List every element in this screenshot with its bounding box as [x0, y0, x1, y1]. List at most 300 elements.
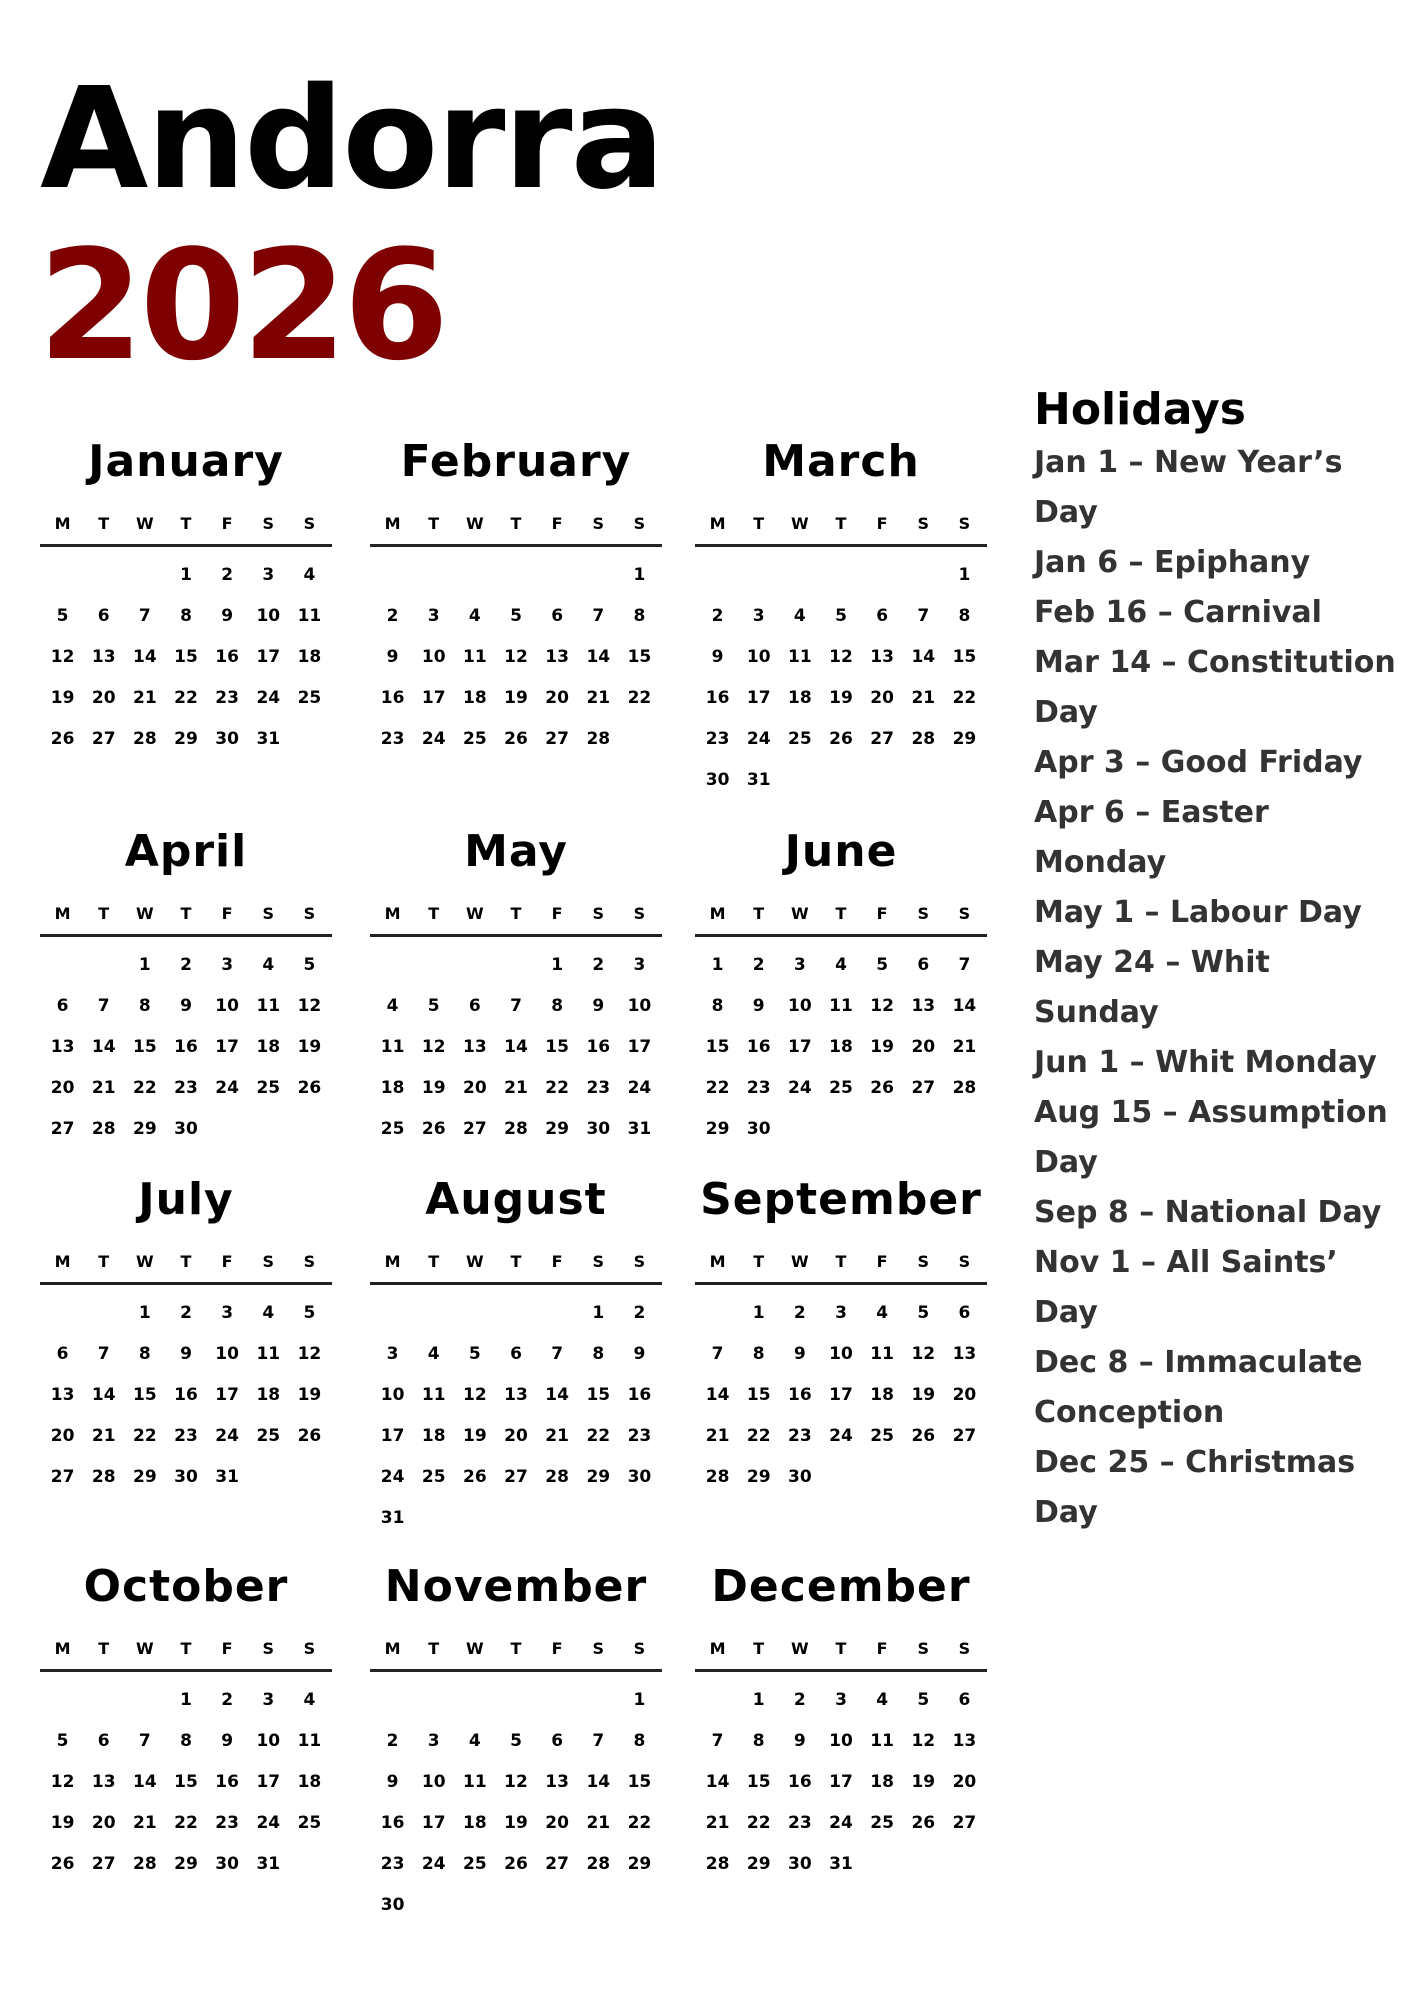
day-cell: 15: [133, 1037, 157, 1057]
day-cell: 20: [911, 1037, 936, 1057]
day-cell: 2: [386, 1731, 399, 1751]
day-grid: [370, 945, 662, 1150]
day-cell: 8: [711, 996, 724, 1016]
month-september: [695, 1174, 987, 1498]
day-cell: 13: [504, 1385, 528, 1405]
header-divider: [370, 1669, 662, 1672]
day-cell: 18: [297, 647, 322, 667]
weekday-label: M: [54, 904, 71, 923]
month-name: June: [784, 826, 898, 877]
day-cell: 2: [752, 955, 765, 975]
day-cell: 9: [793, 1731, 806, 1751]
day-cell: 27: [463, 1119, 487, 1139]
day-cell: 16: [380, 1813, 405, 1833]
day-cell: 27: [911, 1078, 936, 1098]
day-cell: 28: [911, 729, 936, 749]
day-cell: 16: [174, 1037, 198, 1057]
day-cell: 12: [463, 1385, 487, 1405]
day-cell: 18: [788, 688, 812, 708]
day-cell: 21: [133, 1813, 157, 1833]
day-cell: 19: [911, 1772, 936, 1792]
day-cell: 20: [545, 1813, 569, 1833]
day-cell: 13: [911, 996, 936, 1016]
day-cell: 12: [297, 1344, 322, 1364]
day-cell: 3: [835, 1690, 847, 1710]
month-name: March: [762, 436, 920, 487]
day-cell: 13: [545, 647, 569, 667]
day-cell: 10: [788, 996, 812, 1016]
month-name: April: [124, 826, 248, 877]
weekday-label: M: [709, 904, 726, 923]
day-cell: 27: [91, 1854, 116, 1874]
day-cell: 1: [633, 1690, 646, 1710]
weekday-label: S: [303, 904, 316, 923]
day-cell: 4: [427, 1344, 440, 1364]
day-cell: 6: [917, 955, 930, 975]
day-cell: 30: [380, 1895, 405, 1915]
weekday-label: W: [136, 1252, 154, 1271]
weekday-label: S: [262, 514, 275, 533]
day-cell: 22: [746, 1813, 771, 1833]
day-cell: 15: [705, 1037, 730, 1057]
day-cell: 26: [50, 1854, 75, 1874]
day-cell: 24: [380, 1467, 405, 1487]
month-name: May: [464, 826, 568, 877]
empty-cell: [697, 555, 738, 596]
holiday-item: Aug 15 – Assumption Day: [1034, 1095, 1388, 1180]
day-grid: [695, 1293, 987, 1498]
weekday-label: W: [466, 1639, 484, 1658]
day-cell: 10: [215, 996, 239, 1016]
day-cell: 5: [876, 955, 889, 975]
holiday-item: Dec 8 – Immaculate Conception: [1034, 1345, 1363, 1430]
day-cell: 10: [421, 1772, 446, 1792]
day-cell: 23: [705, 729, 730, 749]
day-cell: 18: [829, 1037, 853, 1057]
day-cell: 19: [504, 1813, 528, 1833]
empty-cell: [578, 1680, 619, 1721]
month-name: July: [138, 1174, 234, 1225]
empty-cell: [697, 1680, 738, 1721]
day-cell: 20: [91, 1813, 116, 1833]
day-cell: 19: [50, 1813, 75, 1833]
empty-cell: [83, 1293, 124, 1334]
day-cell: 24: [746, 729, 771, 749]
weekday-label: F: [551, 1252, 563, 1271]
day-cell: 14: [91, 1037, 116, 1057]
holidays-title: Holidays: [1034, 384, 1246, 435]
day-cell: 4: [876, 1690, 889, 1710]
day-cell: 15: [746, 1772, 771, 1792]
day-cell: 10: [829, 1344, 853, 1364]
month-name: November: [384, 1561, 648, 1612]
weekday-label: S: [633, 1639, 646, 1658]
day-grid: [370, 1293, 662, 1539]
day-cell: 28: [952, 1078, 977, 1098]
day-cell: 22: [705, 1078, 730, 1098]
weekday-label: M: [384, 1639, 401, 1658]
day-cell: 21: [133, 688, 157, 708]
day-cell: 28: [133, 729, 157, 749]
header-divider: [370, 934, 662, 937]
empty-cell: [42, 1680, 83, 1721]
day-cell: 14: [952, 996, 977, 1016]
day-cell: 26: [911, 1426, 936, 1446]
day-cell: 27: [50, 1467, 75, 1487]
header-divider: [40, 544, 332, 547]
weekday-label: W: [791, 904, 809, 923]
day-cell: 29: [133, 1467, 157, 1487]
day-cell: 14: [133, 1772, 157, 1792]
weekday-label: T: [510, 514, 522, 533]
weekday-label: M: [384, 1252, 401, 1271]
day-cell: 6: [876, 606, 889, 626]
day-cell: 14: [504, 1037, 528, 1057]
day-cell: 18: [870, 1772, 894, 1792]
day-cell: 24: [421, 729, 446, 749]
day-cell: 7: [592, 1731, 605, 1751]
day-cell: 9: [221, 1731, 234, 1751]
day-cell: 17: [421, 688, 446, 708]
empty-cell: [372, 1293, 413, 1334]
day-cell: 29: [545, 1119, 569, 1139]
empty-cell: [83, 945, 124, 986]
day-cell: 23: [586, 1078, 611, 1098]
weekday-label: F: [551, 904, 563, 923]
day-cell: 20: [952, 1772, 977, 1792]
day-cell: 16: [586, 1037, 611, 1057]
day-cell: 31: [627, 1119, 652, 1139]
weekday-label: S: [303, 514, 316, 533]
day-grid: [695, 945, 987, 1150]
day-cell: 30: [215, 729, 239, 749]
day-grid: [370, 555, 662, 760]
day-cell: 10: [829, 1731, 853, 1751]
day-cell: 25: [297, 688, 322, 708]
day-cell: 12: [829, 647, 853, 667]
day-cell: 22: [545, 1078, 569, 1098]
day-cell: 25: [256, 1426, 281, 1446]
weekday-label: M: [54, 514, 71, 533]
day-cell: 26: [870, 1078, 894, 1098]
day-cell: 5: [56, 606, 69, 626]
day-cell: 25: [788, 729, 812, 749]
day-cell: 26: [504, 729, 528, 749]
day-cell: 11: [829, 996, 853, 1016]
day-cell: 15: [545, 1037, 569, 1057]
day-cell: 25: [256, 1078, 281, 1098]
day-cell: 1: [958, 565, 971, 585]
day-cell: 28: [91, 1119, 116, 1139]
day-cell: 18: [256, 1037, 281, 1057]
day-cell: 16: [380, 688, 405, 708]
day-cell: 7: [958, 955, 971, 975]
day-grid: [695, 1680, 987, 1885]
day-cell: 15: [586, 1385, 611, 1405]
day-cell: 11: [256, 996, 281, 1016]
month-february: [370, 436, 662, 760]
day-cell: 15: [174, 1772, 198, 1792]
day-cell: 28: [504, 1119, 528, 1139]
holiday-item: Jan 6 – Epiphany: [1034, 545, 1311, 580]
weekday-label: T: [835, 514, 847, 533]
day-cell: 4: [468, 606, 481, 626]
day-cell: 4: [262, 1303, 275, 1323]
weekday-label: T: [835, 1252, 847, 1271]
day-cell: 21: [586, 688, 611, 708]
weekday-label: S: [958, 1639, 971, 1658]
weekday-label: S: [958, 514, 971, 533]
empty-cell: [413, 555, 454, 596]
day-cell: 1: [138, 1303, 151, 1323]
day-cell: 30: [586, 1119, 611, 1139]
day-cell: 8: [958, 606, 971, 626]
header-divider: [695, 1282, 987, 1285]
weekday-label: F: [221, 514, 233, 533]
weekday-label: S: [303, 1252, 316, 1271]
weekday-label: S: [917, 1252, 930, 1271]
day-cell: 18: [256, 1385, 281, 1405]
day-cell: 9: [180, 996, 192, 1016]
weekday-label: W: [136, 904, 154, 923]
weekday-header: [370, 904, 662, 930]
weekday-label: F: [221, 1639, 233, 1658]
day-cell: 3: [752, 606, 765, 626]
day-cell: 23: [215, 688, 239, 708]
day-cell: 16: [215, 647, 239, 667]
day-cell: 2: [180, 955, 192, 975]
day-cell: 2: [793, 1303, 806, 1323]
day-cell: 29: [586, 1467, 611, 1487]
weekday-label: T: [753, 904, 765, 923]
day-cell: 23: [746, 1078, 771, 1098]
day-cell: 29: [133, 1119, 157, 1139]
day-cell: 12: [297, 996, 322, 1016]
day-cell: 21: [91, 1426, 116, 1446]
day-grid: [40, 1680, 332, 1885]
day-cell: 24: [215, 1078, 239, 1098]
day-cell: 5: [835, 606, 847, 626]
holiday-item: Mar 14 – Constitution Day: [1034, 645, 1396, 730]
day-cell: 21: [911, 688, 936, 708]
day-cell: 31: [380, 1508, 405, 1528]
day-cell: 9: [386, 647, 399, 667]
day-cell: 1: [180, 565, 192, 585]
day-cell: 11: [788, 647, 812, 667]
day-cell: 23: [380, 1854, 405, 1874]
day-cell: 7: [592, 606, 605, 626]
empty-cell: [495, 1293, 536, 1334]
day-cell: 3: [386, 1344, 399, 1364]
weekday-label: T: [428, 514, 440, 533]
holiday-item: May 1 – Labour Day: [1034, 895, 1362, 930]
day-cell: 26: [829, 729, 853, 749]
weekday-label: S: [958, 1252, 971, 1271]
day-cell: 27: [50, 1119, 75, 1139]
day-cell: 6: [958, 1303, 971, 1323]
day-cell: 30: [788, 1467, 812, 1487]
weekday-label: M: [384, 514, 401, 533]
day-cell: 20: [952, 1385, 977, 1405]
day-cell: 25: [297, 1813, 322, 1833]
day-cell: 31: [256, 1854, 281, 1874]
day-cell: 26: [504, 1854, 528, 1874]
weekday-label: S: [592, 904, 605, 923]
weekday-label: W: [466, 904, 484, 923]
day-cell: 13: [50, 1037, 75, 1057]
day-cell: 23: [174, 1426, 198, 1446]
day-cell: 7: [711, 1731, 724, 1751]
day-cell: 30: [705, 770, 730, 790]
day-cell: 4: [303, 565, 316, 585]
day-cell: 4: [835, 955, 847, 975]
day-cell: 3: [221, 1303, 234, 1323]
day-cell: 11: [297, 1731, 322, 1751]
day-cell: 22: [133, 1078, 157, 1098]
day-cell: 1: [752, 1690, 765, 1710]
day-cell: 16: [215, 1772, 239, 1792]
day-cell: 19: [297, 1037, 322, 1057]
holiday-list: [1034, 438, 1404, 1538]
day-cell: 20: [545, 688, 569, 708]
empty-cell: [454, 555, 495, 596]
day-cell: 3: [262, 1690, 275, 1710]
weekday-label: T: [510, 1639, 522, 1658]
day-cell: 7: [97, 1344, 110, 1364]
day-cell: 28: [133, 1854, 157, 1874]
empty-cell: [454, 945, 495, 986]
weekday-label: S: [633, 904, 646, 923]
day-cell: 10: [256, 606, 281, 626]
day-cell: 24: [829, 1813, 853, 1833]
day-cell: 23: [174, 1078, 198, 1098]
month-july: [40, 1174, 332, 1498]
weekday-label: M: [54, 1639, 71, 1658]
day-cell: 5: [56, 1731, 69, 1751]
day-cell: 8: [138, 1344, 151, 1364]
weekday-label: S: [958, 904, 971, 923]
weekday-label: T: [180, 1639, 192, 1658]
day-cell: 9: [633, 1344, 646, 1364]
empty-cell: [537, 1293, 578, 1334]
empty-cell: [42, 945, 83, 986]
day-cell: 9: [221, 606, 234, 626]
day-cell: 21: [952, 1037, 977, 1057]
day-cell: 13: [50, 1385, 75, 1405]
day-cell: 25: [463, 729, 487, 749]
day-cell: 10: [627, 996, 652, 1016]
day-cell: 7: [917, 606, 930, 626]
day-cell: 11: [463, 1772, 487, 1792]
day-cell: 10: [256, 1731, 281, 1751]
day-cell: 2: [180, 1303, 192, 1323]
weekday-header: [370, 514, 662, 540]
day-cell: 5: [917, 1303, 930, 1323]
day-cell: 6: [958, 1690, 971, 1710]
day-cell: 5: [303, 1303, 316, 1323]
header-divider: [695, 1669, 987, 1672]
day-cell: 6: [468, 996, 481, 1016]
holiday-item: Jan 1 – New Year’s Day: [1034, 445, 1343, 530]
day-cell: 24: [215, 1426, 239, 1446]
empty-cell: [413, 1680, 454, 1721]
day-cell: 23: [788, 1813, 812, 1833]
day-cell: 6: [551, 606, 564, 626]
day-cell: 6: [510, 1344, 522, 1364]
day-cell: 14: [91, 1385, 116, 1405]
day-cell: 28: [545, 1467, 569, 1487]
day-cell: 26: [911, 1813, 936, 1833]
day-cell: 1: [551, 955, 564, 975]
empty-cell: [903, 555, 944, 596]
day-cell: 21: [586, 1813, 611, 1833]
day-cell: 8: [752, 1731, 765, 1751]
day-cell: 17: [788, 1037, 812, 1057]
day-cell: 20: [50, 1078, 75, 1098]
weekday-label: S: [917, 514, 930, 533]
day-cell: 21: [705, 1426, 730, 1446]
day-cell: 22: [586, 1426, 611, 1446]
day-cell: 15: [952, 647, 977, 667]
day-cell: 7: [711, 1344, 724, 1364]
weekday-label: T: [428, 1252, 440, 1271]
holiday-item: Apr 6 – Easter Monday: [1034, 795, 1269, 880]
weekday-label: S: [917, 1639, 930, 1658]
day-cell: 29: [174, 729, 198, 749]
day-cell: 27: [545, 1854, 569, 1874]
month-january: [40, 436, 332, 760]
day-cell: 25: [829, 1078, 853, 1098]
day-cell: 19: [297, 1385, 322, 1405]
day-cell: 12: [870, 996, 894, 1016]
day-cell: 12: [421, 1037, 446, 1057]
day-cell: 12: [504, 1772, 528, 1792]
day-cell: 20: [504, 1426, 528, 1446]
day-cell: 19: [504, 688, 528, 708]
day-cell: 19: [421, 1078, 446, 1098]
day-cell: 8: [633, 1731, 646, 1751]
day-cell: 2: [221, 565, 234, 585]
day-cell: 29: [627, 1854, 652, 1874]
day-cell: 1: [592, 1303, 605, 1323]
header-divider: [695, 544, 987, 547]
month-name: October: [83, 1561, 289, 1612]
day-cell: 9: [711, 647, 724, 667]
day-cell: 6: [551, 1731, 564, 1751]
header-divider: [370, 544, 662, 547]
day-cell: 3: [427, 1731, 440, 1751]
day-cell: 21: [545, 1426, 569, 1446]
day-cell: 4: [386, 996, 399, 1016]
day-cell: 17: [829, 1385, 853, 1405]
day-grid: [40, 1293, 332, 1498]
holiday-item: Nov 1 – All Saints’ Day: [1034, 1245, 1338, 1330]
empty-cell: [83, 555, 124, 596]
day-cell: 1: [180, 1690, 192, 1710]
header-divider: [695, 934, 987, 937]
day-cell: 30: [746, 1119, 771, 1139]
month-august: [370, 1174, 662, 1539]
year-heading: 2026: [38, 217, 446, 394]
day-cell: 13: [952, 1731, 977, 1751]
empty-cell: [697, 1293, 738, 1334]
month-name: January: [88, 436, 284, 487]
day-cell: 19: [50, 688, 75, 708]
day-cell: 27: [952, 1813, 977, 1833]
weekday-label: M: [54, 1252, 71, 1271]
day-grid: [695, 555, 987, 801]
day-cell: 3: [793, 955, 806, 975]
